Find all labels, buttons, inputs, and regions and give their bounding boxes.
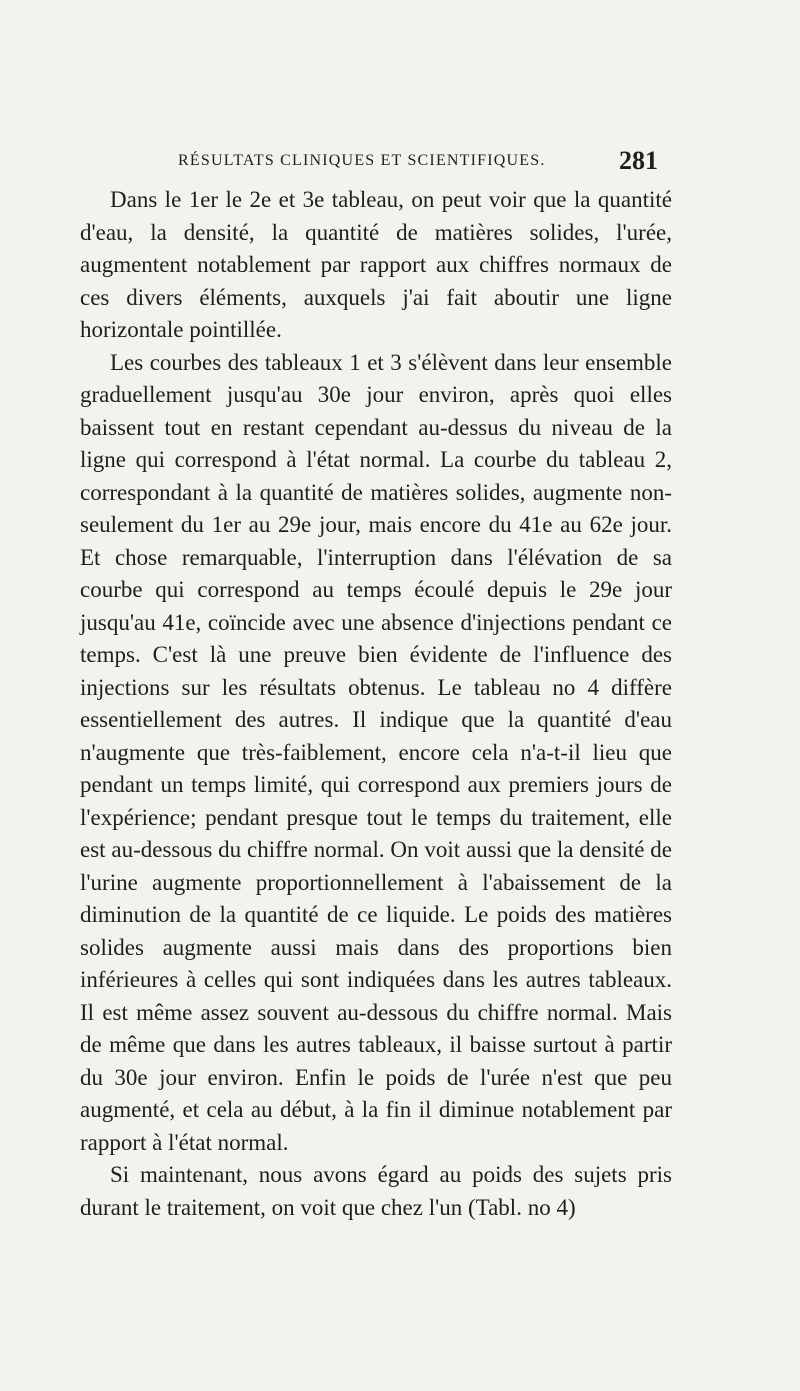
paragraph-2: Les courbes des tableaux 1 et 3 s'élèvent dans leur ensemble graduellement jusqu'au 30e jour environ, après quoi elles baissent tout en restant cependant au-dessus du niveau de la ligne qui correspond à l'état normal. La courbe du tableau 2, correspondant à la quantité de matières solides, augmente non-seulement du 1er au 29e jour, mais encore du 41e au 62e jour. Et chose remarquable, l'interruption dans l'élévation de sa courbe qui correspond au temps écoulé depuis le 29e jour jusqu'au 41e, coïncide avec une absence d'injections pendant ce temps. C'est là une preuve bien évidente de l'influence des injections sur les résultats obtenus. Le tableau no 4 diffère essentiellement des autres. Il indique que la quantité d'eau n'augmente que très-faiblement, encore cela n'a-t-il lieu que pendant un temps limité, qui correspond aux premiers jours de l'expérience; pendant presque tout le temps du traitement, elle est au-dessous du chiffre normal. On voit aussi que la densité de l'urine augmente proportionnellement à l'abaissement de la diminution de la quantité de ce liquide. Le poids des matières solides augmente aussi mais dans des proportions bien inférieures à celles qui sont indiquées dans les autres tableaux. Il est même assez souvent au-dessous du chiffre normal. Mais de même que dans les autres tableaux, il baisse surtout à partir du 30e jour environ. Enfin le poids de l'urée n'est que peu augmenté, et cela au début, à la fin il diminue notablement par rapport à l'état normal. [80,349,672,1155]
page-number: 281 [619,146,658,175]
running-title: RÉSULTATS CLINIQUES ET SCIENTIFIQUES. [178,152,546,169]
paragraph-1: Dans le 1er le 2e et 3e tableau, on peut voir que la quantité d'eau, la densité, la quantité de matières solides, l'urée, augmentent notablement par rapport aux chiffres normaux de ces divers éléments, auxquels j'ai fait aboutir une ligne horizontale pointillée. [80,187,672,342]
body-text [80,184,672,1224]
paragraph-3: Si maintenant, nous avons égard au poids des sujets pris durant le traitement, on voit que chez l'un (Tabl. no 4) [80,1162,672,1220]
page-header [80,148,672,180]
